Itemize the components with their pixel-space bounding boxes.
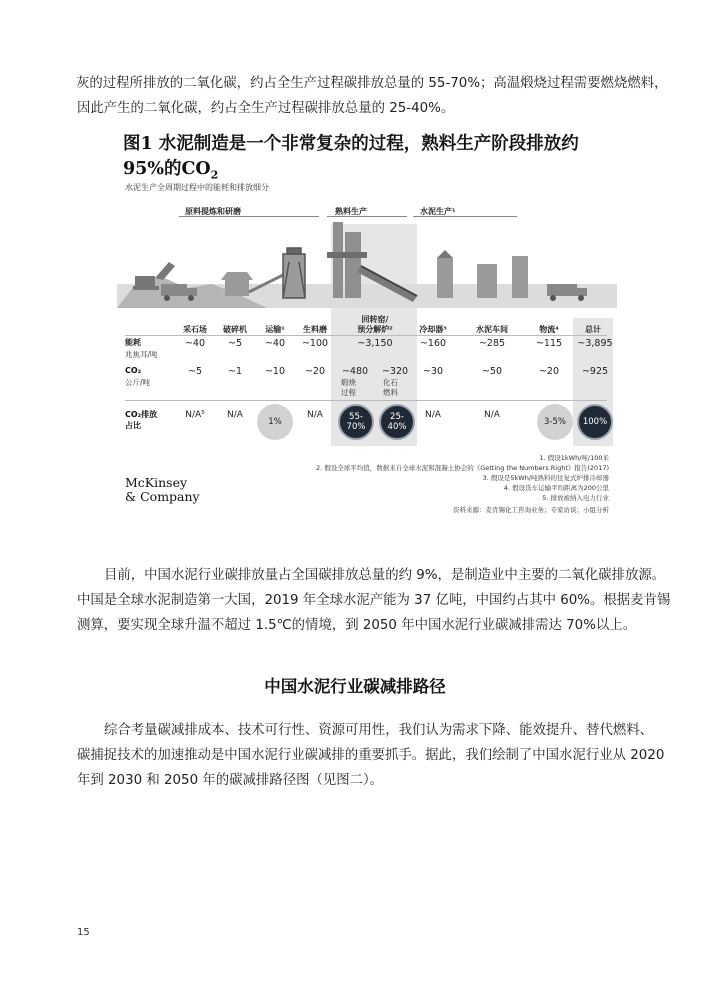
stage-divider xyxy=(179,216,319,217)
col-header: 预分解炉² xyxy=(357,325,393,334)
co2-note: 化石 xyxy=(383,378,398,387)
paragraph-line: 年到 2030 和 2050 年的碳减排路径图（见图二）。 xyxy=(77,773,384,788)
share-value: N/A xyxy=(307,410,323,420)
page-number: 15 xyxy=(77,927,90,938)
crusher-icon xyxy=(221,272,253,296)
paragraph-line: 目前，中国水泥行业碳排放量占全国碳排放总量的约 9%，是制造业中主要的二氧化碳排放源。 xyxy=(104,568,666,583)
figure-title: 图1 水泥制造是一个非常复杂的过程，熟料生产阶段排放约 95%的$CO_2$ xyxy=(123,134,579,182)
cement-silo-icon xyxy=(437,250,528,298)
energy-value: ~115 xyxy=(535,338,563,349)
share-value: N/A xyxy=(227,410,243,420)
share-circle: 25- 40% xyxy=(379,404,415,440)
col-header: 总计 xyxy=(585,325,601,334)
energy-value: ~3,895 xyxy=(577,338,613,349)
stage-label: 水泥生产¹ xyxy=(420,207,456,216)
share-value: N/A xyxy=(484,410,500,420)
paragraph-line: 测算，要实现全球升温不超过 1.5℃的情境，到 2050 年中国水泥行业碳减排需达 70%以上。 xyxy=(77,618,637,633)
figure-footnotes: 1. 假设1kWh/吨/100米 2. 假设全球平均值，数据来自全球水泥和混凝土协会的《Getting the Numbers Right》报告(2017) 3. 假设是5kWh/吨熟料的往复式炉排冷却器 4. 假设货车运输平均距离为200公里 5. 排放被纳入电力行业 xyxy=(315,454,609,502)
energy-value: ~40 xyxy=(264,338,286,349)
col-header: 生料磨 xyxy=(303,325,327,334)
paragraph-line: 因此产生的二氧化碳，约占全生产过程碳排放总量的 25-40%。 xyxy=(77,101,455,116)
mckinsey-logo: McKinsey & Company xyxy=(125,475,200,504)
cement-process-figure xyxy=(117,128,617,518)
col-header: 水泥车间 xyxy=(476,325,508,334)
energy-value: ~5 xyxy=(227,338,242,349)
stage-divider xyxy=(327,216,407,217)
intro-paragraph xyxy=(77,71,677,121)
share-label: CO₂排放 xyxy=(125,410,158,419)
co2-value: ~30 xyxy=(422,366,444,377)
col-header: 物流⁴ xyxy=(539,325,559,334)
co2-value: ~925 xyxy=(581,366,609,377)
energy-value: ~285 xyxy=(478,338,506,349)
co2-note: 燃料 xyxy=(383,388,398,397)
co2-note: 煅烧 xyxy=(341,378,356,387)
co2-unit: 公斤/吨 xyxy=(125,378,151,387)
share-circle: 3-5% xyxy=(537,404,573,440)
paragraph-line: 碳捕捉技术的加速推动是中国水泥行业碳减排的重要抓手。据此，我们绘制了中国水泥行业从 2020 xyxy=(77,748,665,763)
figure-subtitle: 水泥生产全周期过程中的能耗和排放细分 xyxy=(125,183,269,192)
share-circle: 100% xyxy=(577,404,613,440)
energy-label: 能耗 xyxy=(125,338,141,347)
col-header: 冷却器³ xyxy=(419,325,447,334)
stage-label: 原料提炼和研磨 xyxy=(185,207,241,216)
energy-value: ~160 xyxy=(419,338,447,349)
co2-value: ~20 xyxy=(304,366,326,377)
section-heading: 中国水泥行业碳减排路径 xyxy=(264,677,446,696)
co2-value: ~1 xyxy=(227,366,242,377)
co2-value: ~480 xyxy=(341,366,369,377)
co2-value: ~320 xyxy=(381,366,409,377)
co2-value: ~50 xyxy=(481,366,503,377)
body-paragraph xyxy=(77,718,677,793)
preheater-tower-icon xyxy=(327,222,367,298)
col-header: 运输¹ xyxy=(265,325,285,334)
raw-mill-tower-icon xyxy=(283,248,305,298)
share-circle: 1% xyxy=(257,404,293,440)
body-paragraph xyxy=(77,563,677,638)
table-rule xyxy=(125,400,607,401)
col-header: 采石场 xyxy=(183,325,207,334)
figure-source: 资料来源：麦肯锡化工咨询业务；专家访谈；小组分析 xyxy=(453,506,609,514)
energy-value: ~40 xyxy=(184,338,206,349)
energy-value: ~3,150 xyxy=(357,338,393,349)
paragraph-line: 灰的过程所排放的二氧化碳，约占全生产过程碳排放总量的 55-70%；高温煅烧过程需要燃烧燃料， xyxy=(76,76,668,91)
share-label: 占比 xyxy=(125,421,141,430)
share-circle: 55- 70% xyxy=(338,404,374,440)
co2-value: ~5 xyxy=(187,366,202,377)
share-value: N/A xyxy=(425,410,441,420)
stage-divider xyxy=(413,216,517,217)
co2-value: ~20 xyxy=(538,366,560,377)
col-header: 回转窑/ xyxy=(361,315,389,324)
co2-label: CO₂ xyxy=(125,366,142,375)
energy-unit: 兆焦耳/吨 xyxy=(125,350,158,359)
paragraph-line: 中国是全球水泥制造第一大国，2019 年全球水泥产能为 37 亿吨，中国约占其中 60%。根据麦肯锡 xyxy=(77,593,671,608)
table-rule xyxy=(125,335,607,336)
share-value: N/A⁵ xyxy=(185,410,205,420)
cement-plant-illustration xyxy=(117,222,617,308)
energy-value: ~100 xyxy=(301,338,329,349)
stage-label: 熟料生产 xyxy=(335,207,367,216)
co2-note: 过程 xyxy=(341,388,356,397)
col-header: 破碎机 xyxy=(223,325,247,334)
paragraph-line: 综合考量碳减排成本、技术可行性、资源可用性，我们认为需求下降、能效提升、替代燃料、 xyxy=(104,723,654,738)
co2-value: ~10 xyxy=(264,366,286,377)
